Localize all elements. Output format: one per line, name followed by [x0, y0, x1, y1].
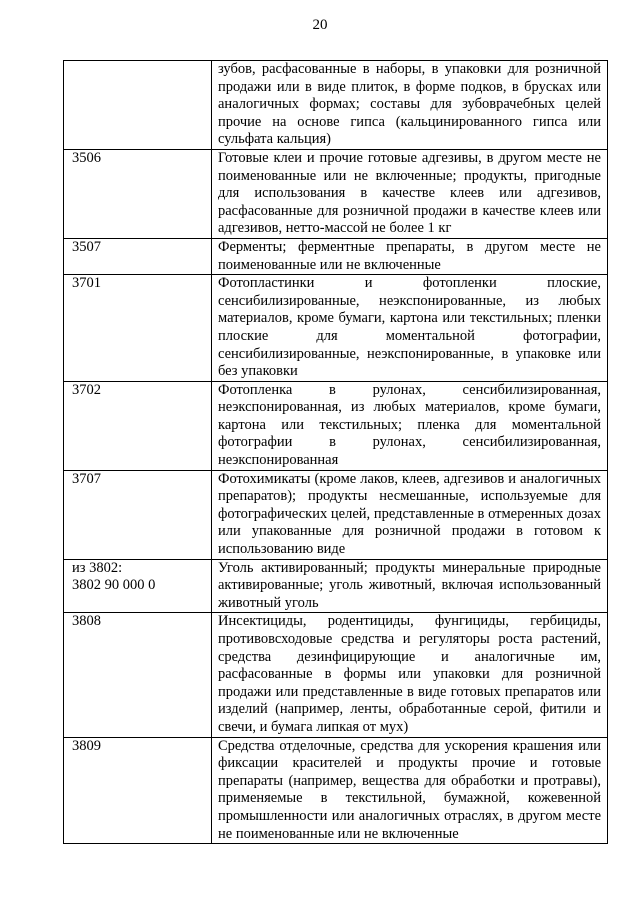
- code-cell: [64, 737, 212, 844]
- goods-table: [63, 60, 608, 844]
- code-text: 3506: [72, 149, 101, 166]
- description-cell: Фотопленка в рулонах, сенсибилизированная, неэкспонированная, из любых материалов, кроме бумаги, картона или текстильных; пленка для моментальной фотографии в рулонах, сенсибилизированная, неэкспонированная: [212, 381, 608, 470]
- table-row: [64, 559, 608, 613]
- code-cell: [64, 559, 212, 613]
- table-row: [64, 613, 608, 737]
- code-cell: [64, 275, 212, 382]
- description-cell: Средства отделочные, средства для ускорения крашения или фиксации красителей и продукты прочие и готовые препараты (например, вещества для обработки и протравы), применяемые в текстильной, бумажной, кожевенной промышленности или аналогичных отраслях, в другом месте не поименованные или не включенные: [212, 737, 608, 844]
- description-cell: Инсектициды, родентициды, фунгициды, гербициды, противовсходовые средства и регуляторы роста растений, средства дезинфицирующие и аналогичные им, расфасованные в формы или упаковки для розничной продажи или представленные в виде готовых препаратов или изделий (например, ленты, обработанные серой, фитили и свечи, и бумага липкая от мух): [212, 613, 608, 737]
- table-row: [64, 737, 608, 844]
- table-row: [64, 275, 608, 382]
- code-text: 3809: [72, 737, 101, 754]
- table-row: [64, 238, 608, 274]
- code-text: 3702: [72, 381, 101, 398]
- table-row: [64, 381, 608, 470]
- table-row: [64, 61, 608, 150]
- code-text: 3707: [72, 470, 101, 487]
- description-cell: Фотопластинки и фотопленки плоские, сенсибилизированные, неэкспонированные, из любых материалов, кроме бумаги, картона или текстильных; пленки плоские для моментальной фотографии, сенсибилизированные, неэкспонированные, в упаковке или без упаковки: [212, 275, 608, 382]
- code-cell: [64, 613, 212, 737]
- description-cell: Фотохимикаты (кроме лаков, клеев, адгезивов и аналогичных препаратов); продукты несмешанные, используемые для фотографических целей, представленные в отмеренных дозах или упакованные для розничной продажи в готовом к использованию виде: [212, 470, 608, 559]
- code-text: 3802 90 000 0: [72, 577, 156, 594]
- code-text: 3808: [72, 613, 101, 630]
- code-text: 3507: [72, 238, 101, 255]
- description-cell: зубов, расфасованные в наборы, в упаковки для розничной продажи или в виде плиток, в форме подков, в брусках или аналогичных формах; составы для зубоврачебных целей прочие на основе гипса (кальцинированного гипса или сульфата кальция): [212, 61, 608, 150]
- code-cell: [64, 61, 212, 150]
- code-cell: [64, 149, 212, 238]
- table-row: [64, 149, 608, 238]
- code-cell: [64, 470, 212, 559]
- code-cell: [64, 238, 212, 274]
- code-text: 3701: [72, 275, 101, 292]
- code-text: из 3802:: [72, 559, 123, 576]
- description-cell: Готовые клеи и прочие готовые адгезивы, в другом месте не поименованные или не включенные; продукты, пригодные для использования в качестве клеев или адгезивов, расфасованные для розничной продажи в качестве клеев или адгезивов, нетто-массой не более 1 кг: [212, 149, 608, 238]
- table-row: [64, 470, 608, 559]
- page-number: 20: [312, 17, 328, 33]
- description-cell: Ферменты; ферментные препараты, в другом месте не поименованные или не включенные: [212, 238, 608, 274]
- code-cell: [64, 381, 212, 470]
- description-cell: Уголь активированный; продукты минеральные природные активированные; уголь животный, включая использованный животный уголь: [212, 559, 608, 613]
